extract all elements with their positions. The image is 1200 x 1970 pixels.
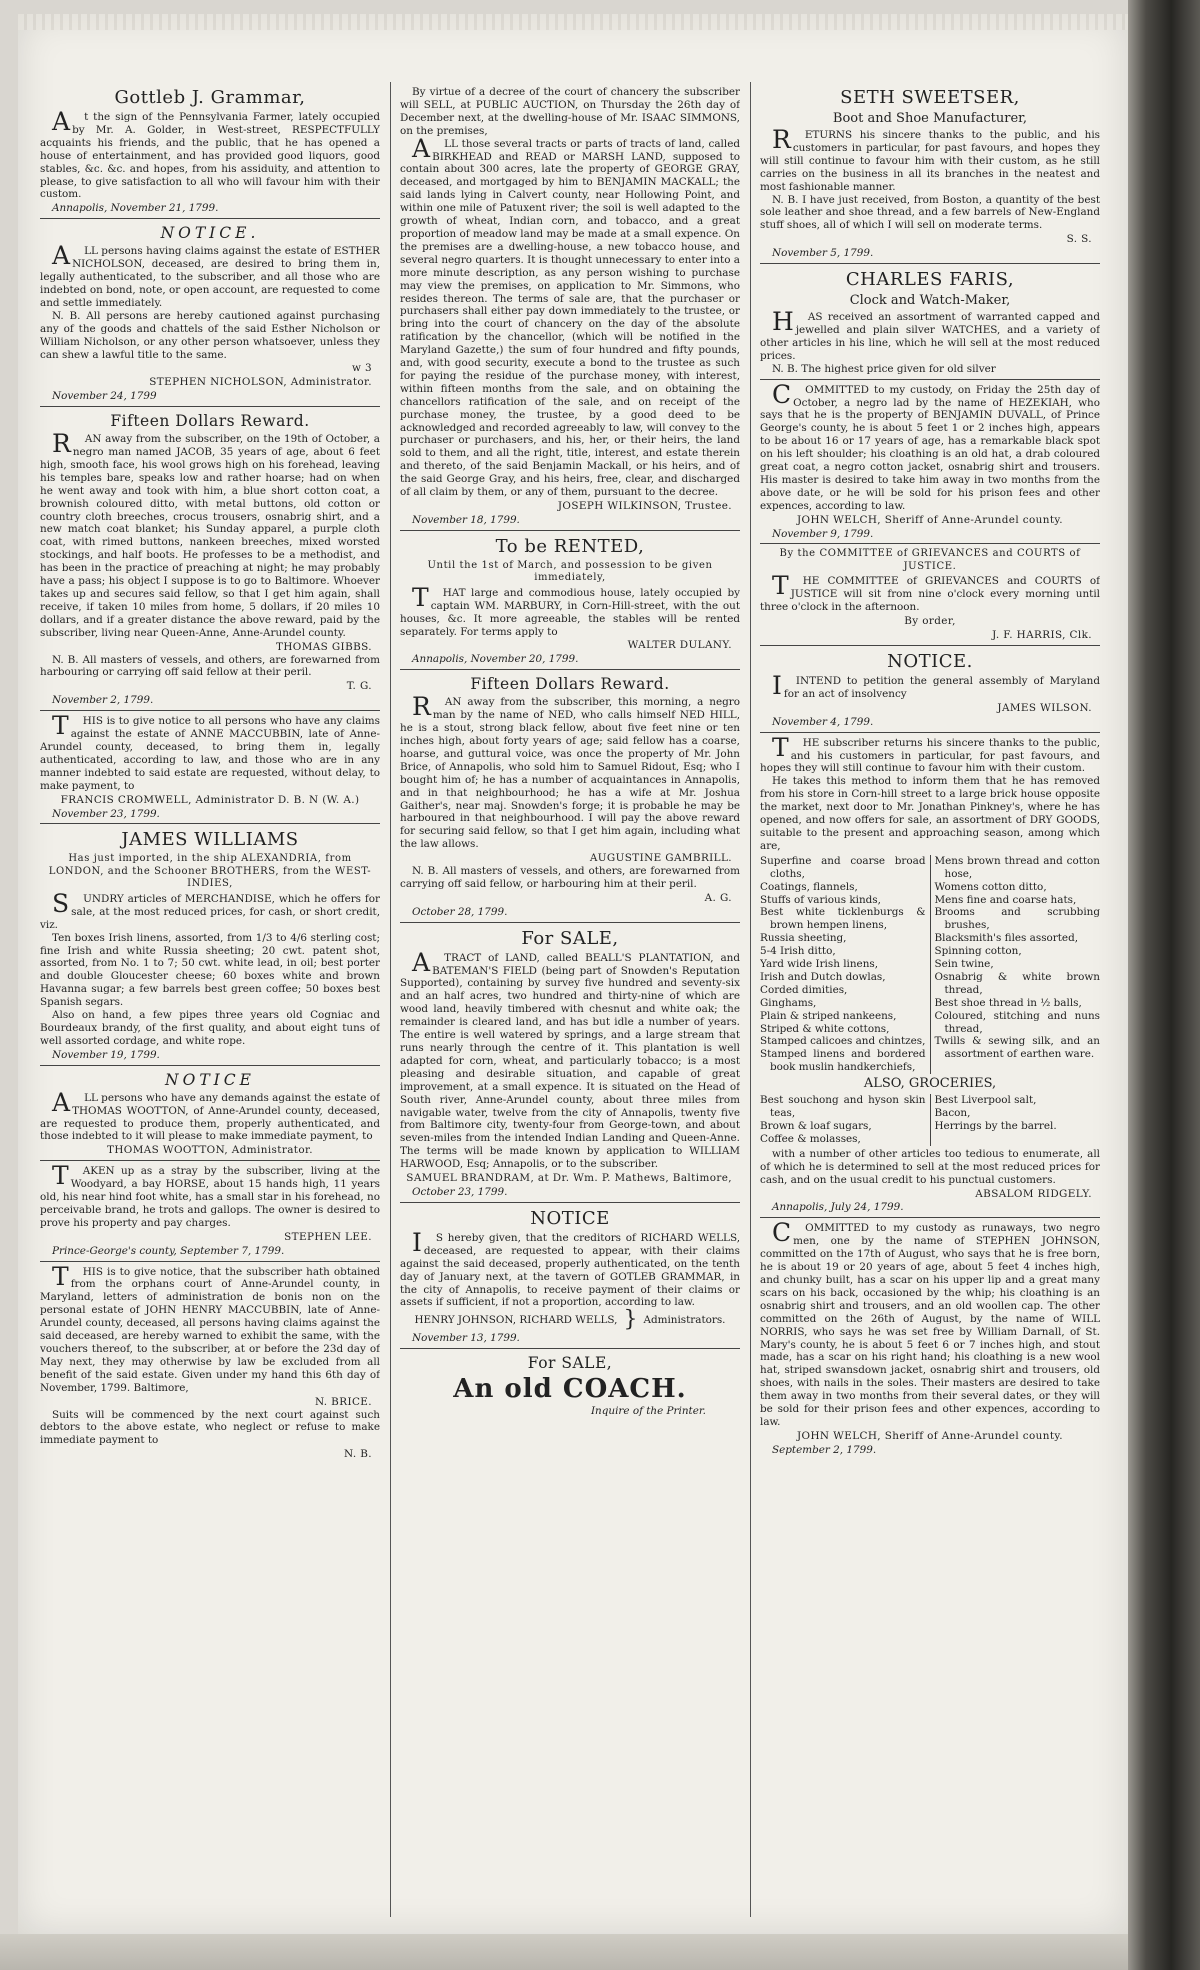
book-binding-edge xyxy=(1128,0,1200,1970)
ad-date: September 2, 1799. xyxy=(772,1443,877,1456)
ad-signature: THOMAS WOOTTON, Administrator. xyxy=(107,1144,313,1157)
list-item: Striped & white cottons, xyxy=(760,1022,890,1035)
ad-title: An old COACH. xyxy=(453,1374,687,1405)
ad-signature: JAMES WILSON. xyxy=(997,701,1092,714)
column-rule xyxy=(390,82,391,1917)
ad-body: THIS is to give notice to all persons who have any claims against the estate of ANNE MACCUBBIN, late of Anne-Arundel county, deceased, to bring them in, legally authenticated, according to law, and those who are in any manner indebted to said estate are requested, without delay, to make payment, to xyxy=(40,711,380,792)
ad-date: November 9, 1799. xyxy=(772,527,874,540)
ad-note: N. B. All masters of vessels, and others, are forewarned from carrying off said fellow, or harbouring him at their peril. xyxy=(400,865,740,890)
ad-signature: SAMUEL BRANDRAM, at Dr. Wm. P. Mathews, Baltimore, xyxy=(406,1172,732,1185)
ad-paragraph: Also on hand, a few pipes three years old Cogniac and Bourdeaux brandy, of the first quality, and about eight tuns of well assorted cordage, and white rope. xyxy=(40,1009,380,1047)
ad-committee-grievances xyxy=(760,543,1100,645)
ad-heading: Fifteen Dollars Reward. xyxy=(470,675,670,694)
ad-date: November 4, 1799. xyxy=(772,715,874,728)
list-divider xyxy=(930,1094,931,1146)
ad-signature: AUGUSTINE GAMBRILL. xyxy=(589,852,732,865)
ad-body: ALL persons who have any demands against the estate of THOMAS WOOTTON, of Anne-Arundel county, deceased, are requested to produce them, properly authenticated, and those indebted to it will please to make immediate payment, to xyxy=(40,1087,380,1143)
ad-note: N. B. All persons are hereby cautioned against purchasing any of the goods and chattels of the said Esther Nicholson or William Nicholson, or any other person whatsoever, unless they can shew a lawful title to the same. xyxy=(40,309,380,361)
ad-gambrill-reward xyxy=(400,669,740,921)
ad-body: ATRACT of LAND, called BEALL'S PLANTATION, and BATEMAN'S FIELD (being part of Snowden's Reputation Supported), containing by survey five hundred and seventy-six and an half acres, two hundred and thirty-nine of which are wood land, heavily timbered with chesnut and white oak; the remainder is cleared land, and has but idle a number of years. The entire is well watered by springs, and a large stream that runs nearly through the centre of it. This plantation is well adapted for corn, wheat, and particularly tobacco; is a most pleasing and desirable situation, and capable of great improvement, at a small expence. It is situated on the Head of South river, Anne-Arundel county, about three miles from navigable water, twelve from the city of Annapolis, twenty five from Baltimore city, twenty-four from George-town, and about seven-miles from the intended Indian Landing and Queen-Anne. The terms will be made known by application to WILLIAM HARWOOD, Esq; Annapolis, or to the subscriber. xyxy=(400,947,740,1171)
ad-date: November 18, 1799. xyxy=(412,513,520,526)
ad-wells-creditors xyxy=(400,1202,740,1348)
ad-body: RETURNS his sincere thanks to the public, and his customers in particular, for past favours, and hopes they will still continue to favour him with their custom, as he still carries on the business in all its branches in the neatest and most fashionable manner. xyxy=(760,125,1100,193)
ad-note: N. B. All masters of vessels, and others, are forewarned from harbouring or carrying off said fellow at their peril. xyxy=(40,653,380,679)
ad-gibbs-reward xyxy=(40,406,380,710)
ad-date: November 19, 1799. xyxy=(52,1048,160,1061)
ad-subheading: By the COMMITTEE of GRIEVANCES and COURTS of JUSTICE. xyxy=(779,548,1081,572)
ad-body: RAN away from the subscriber, this morning, a negro man by the name of NED, who calls himself NED HILL, he is a stout, strong black fellow, about five feet nine or ten inches high, about forty years of age; said fellow has a coarse, hoarse, and guttural voice, was once the property of Mr. John Brice, of Annapolis, who sold him to Samuel Ridout, Esq; who I bought him of; he has a number of acquaintances in Annapolis, and in that neighbourhood; he has a wife at Mr. Joshua Gaither's, near maj. Snowden's forge; it is probable he may be harboured in that neighbourhood. I will pay the above reward for securing said fellow, so that I get him again, including what the law allows. xyxy=(400,692,740,851)
ad-heading: NOTICE xyxy=(530,1207,610,1229)
ad-body: COMMITTED to my custody, on Friday the 25th day of October, a negro lad by the name of HEZEKIAH, who says that he is the property of BENJAMIN DUVALL, of Prince George's county, he is about 5 feet 1 or 2 inches high, appears to be about 16 or 17 years of age, has a remarkable black spot on his left shoulder; his cloathing is an old hat, a drab coloured great coat, a negro cotton jacket, osnabrig shirt and trousers. His master is desired to take him away in two months from the above date, or he will be sold for his prison fees and other expences, according to law. xyxy=(760,379,1100,512)
ad-initials: N. B. xyxy=(344,1448,372,1461)
list-item: Brooms and scrubbing brushes, xyxy=(934,906,1100,932)
ad-signature: N. BRICE. xyxy=(314,1395,372,1408)
goods-list-left xyxy=(760,855,926,1074)
ad-seth-sweetser xyxy=(760,84,1100,263)
ad-heading: NOTICE xyxy=(165,1070,255,1089)
ad-signature: J. F. HARRIS, Clk. xyxy=(992,629,1092,642)
ad-signature: WALTER DULANY. xyxy=(627,639,732,652)
ad-heading: To be RENTED, xyxy=(495,535,645,557)
list-item: Best white ticklenburgs & brown hempen linens, xyxy=(760,906,926,932)
ad-body: At the sign of the Pennsylvania Farmer, lately occupied by Mr. A. Golder, in West-street, RESPECTFULLY acquaints his friends, and the public, that he has opened a house of entertainment, and has provided good liquors, good stables, &c. &c. and hopes, from his assiduity, and attention to please, to give satisfaction to all who will favour him with their custom. xyxy=(40,107,380,201)
ad-nicholson-notice xyxy=(40,218,380,406)
ad-body: THE subscriber returns his sincere thanks to the public, and his customers in particular, for past favours, and hopes they will still continue to favour him with their custom. xyxy=(760,732,1100,775)
ad-heading: NOTICE. xyxy=(887,651,973,672)
ad-signature: JOHN WELCH, Sheriff of Anne-Arundel county. xyxy=(796,513,1064,526)
list-item: Stamped linens and bordered book muslin handkerchiefs, xyxy=(760,1048,926,1074)
ad-body: IS hereby given, that the creditors of RICHARD WELLS, deceased, are requested to appear, with their claims against the said deceased, properly authenticated, on the tenth day of January next, at the tavern of GOTLEB GRAMMAR, in the city of Annapolis, to receive payment of their claims or assets if sufficient, if not a proportion, according to law. xyxy=(400,1227,740,1309)
ad-heading: CHARLES FARIS, xyxy=(845,269,1015,291)
list-item: Coloured, stitching and nuns thread, xyxy=(934,1009,1100,1035)
goods-list xyxy=(760,855,1100,1074)
list-item: Bacon, xyxy=(934,1107,971,1120)
ad-body: TAKEN up as a stray by the subscriber, living at the Woodyard, a bay HORSE, about 15 hands high, 11 years old, his near hind foot white, has a small star in his forehead, no perceivable brand, he trots and gallops. The owner is desired to prove his property and pay charges. xyxy=(40,1161,380,1229)
ad-charles-faris xyxy=(760,263,1100,379)
goods-list-right xyxy=(935,855,1101,1074)
list-item: Spinning cotton, xyxy=(934,945,1022,958)
list-divider xyxy=(930,855,931,1074)
ad-initials: A. G. xyxy=(704,891,732,904)
ad-coach-for-sale xyxy=(400,1348,740,1421)
ad-subheading: Has just imported, in the ship ALEXANDRIA, from LONDON, and the Schooner BROTHERS, from the WEST-INDIES, xyxy=(48,853,372,890)
ad-chancery-auction xyxy=(400,84,740,530)
list-item: Stuffs of various kinds, xyxy=(760,893,881,906)
list-item: Mens brown thread and cotton hose, xyxy=(934,854,1100,880)
ad-date: November 24, 1799 xyxy=(52,390,157,403)
ad-wootton-notice xyxy=(40,1065,380,1161)
ad-heading: For SALE, xyxy=(527,1354,613,1373)
ad-date: November 13, 1799. xyxy=(412,1332,520,1345)
newspaper-page xyxy=(18,14,1128,1934)
ad-initials: T. G. xyxy=(346,680,372,693)
ad-signature: STEPHEN LEE. xyxy=(284,1230,372,1243)
list-item: Twills & sewing silk, and an assortment of earthen ware. xyxy=(934,1035,1100,1061)
list-item: Ginghams, xyxy=(760,996,817,1009)
groceries-list-left xyxy=(760,1094,926,1146)
ad-signature: THOMAS GIBBS. xyxy=(275,640,372,653)
ad-note: Suits will be commenced by the next court against such debtors to the above estate, who neglect or refuse to make immediate payment to xyxy=(40,1408,380,1447)
list-item: Plain & striped nankeens, xyxy=(760,1009,897,1022)
ad-note: N. B. I have just received, from Boston, a quantity of the best sole leather and shoe thread, and a few barrels of New-England stuff shoes, all of which I will sell on moderate terms. xyxy=(760,193,1100,232)
ad-heading: Gottleb J. Grammar, xyxy=(114,87,306,108)
ad-brice-administration xyxy=(40,1261,380,1465)
list-item: Corded dimities, xyxy=(760,983,848,996)
ad-date: Annapolis, November 21, 1799. xyxy=(52,202,219,215)
column-2 xyxy=(400,84,740,1924)
ad-heading: For SALE, xyxy=(521,927,619,949)
column-1 xyxy=(40,84,380,1924)
ad-body: THAT large and commodious house, lately occupied by captain WM. MARBURY, in Corn-Hill-street, with the out houses, &c. It more agreeable, the stables will be rented separately. For terms apply to xyxy=(400,582,740,638)
ad-heading: SETH SWEETSER, xyxy=(840,87,1020,108)
ad-body: THE COMMITTEE of GRIEVANCES and COURTS of JUSTICE will sit from nine o'clock every morning until three o'clock in the afternoon. xyxy=(760,571,1100,614)
ad-date: November 23, 1799. xyxy=(52,807,160,820)
list-item: Herrings by the barrel. xyxy=(934,1120,1057,1132)
groceries-list-right xyxy=(935,1094,1101,1146)
list-item: Womens cotton ditto, xyxy=(934,880,1047,893)
ad-date: Annapolis, July 24, 1799. xyxy=(772,1201,904,1214)
scan-bottom-edge xyxy=(0,1934,1128,1970)
ad-paragraph: Ten boxes Irish linens, assorted, from 1/3 to 4/6 sterling cost; fine Irish and white Russia sheeting; 20 cwt. patent shot, assorted, from No. 1 to 7; 50 cwt. white lead, in oil; best porter and double Gloucester cheese; 60 boxes white and brown Havanna sugar; a few barrels best green coffee; 50 boxes best Spanish segars. xyxy=(40,931,380,1009)
ad-subheading: Boot and Shoe Manufacturer, xyxy=(832,111,1028,126)
ad-initials: S. S. xyxy=(1066,233,1092,246)
list-item: Mens fine and coarse hats, xyxy=(934,893,1077,906)
ad-date: November 2, 1799. xyxy=(52,694,154,707)
list-item: Coatings, flannels, xyxy=(760,880,858,893)
ad-body: RAN away from the subscriber, on the 19th of October, a negro man named JACOB, 35 years of age, about 6 feet high, smooth face, his wool grows high on his forehead, leaving his temples bare, speaks low and rather hoarse; had on when he went away and took with him, a blue short cotton coat, a brownish coloured ditto, with metal buttons, old cotton or country cloth breeches, crocus trousers, osnabrig shirt, and a new match coat blanket; his Sunday apparel, a purple cloth coat, with rimed buttons, nankeen breeches, mixed worsted stockings, and half boots. He professes to be a methodist, and has been in the practice of preaching at night; he may probably have a pass; his object I suppose is to go to Baltimore. Whoever takes up and secures said fellow, so that I get him again, shall receive, if taken 10 miles from home, 5 dollars, if 20 miles 10 dollars, and if a greater distance the above reward, paid by the subscriber, living near Queen-Anne, Anne-Arundel county. xyxy=(40,429,380,639)
ad-signature: JOHN WELCH, Sheriff of Anne-Arundel county. xyxy=(796,1429,1064,1442)
ad-maccubbin-estate xyxy=(40,710,380,823)
ad-grammar-tavern xyxy=(40,84,380,218)
ad-date: Prince-George's county, September 7, 1799. xyxy=(52,1244,285,1257)
ad-body: IINTEND to petition the general assembly of Maryland for an act of insolvency xyxy=(772,671,1100,700)
list-item: Stamped calicoes and chintzes, xyxy=(760,1035,926,1048)
ad-signature: HENRY JOHNSON, RICHARD WELLS, xyxy=(414,1313,618,1326)
list-item: Superfine and coarse broad cloths, xyxy=(760,854,926,880)
groceries-list xyxy=(760,1094,1100,1146)
page-top-edge xyxy=(18,14,1128,30)
ad-signature-block xyxy=(400,1309,740,1331)
ad-date: November 5, 1799. xyxy=(772,247,874,260)
ad-signature: STEPHEN NICHOLSON, Administrator. xyxy=(149,376,372,389)
ad-note: N. B. The highest price given for old silver xyxy=(772,362,996,375)
ad-intro: By virtue of a decree of the court of chancery the subscriber will SELL, at PUBLIC AUCTION, on Thursday the 26th day of December next, at the dwelling-house of Mr. ISAAC SIMMONS, on the premises, xyxy=(400,86,740,137)
ad-subheading: Until the 1st of March, and possession to be given immediately, xyxy=(427,559,713,584)
brace-glyph: } xyxy=(623,1307,638,1333)
ad-mark: w 3 xyxy=(351,362,372,375)
ad-body: ALL those several tracts or parts of tracts of land, called BIRKHEAD and READ or MARSH LAND, supposed to contain about 300 acres, late the property of GEORGE GRAY, deceased, and mortgaged by him to BENJAMIN MACKALL; the said lands lying in Calvert county, near Hollowing Point, and within one mile of Patuxent river; the soil is well adapted to the growth of wheat, Indian corn, and tobacco, and a great proportion of meadow land may be made at a small expence. On the premises are a dwelling-house, a new tobacco house, and several negro quarters. It is thought unnecessary to enter into a more minute description, as any person wishing to purchase may view the premises, on application to Mr. Simmons, who resides thereon. The terms of sale are, that the purchaser or purchasers shall either pay down immediately to the trustee, or bring into the court of chancery on the day of the absolute ratification by the chancellor, (which will be notified in the Maryland Gazette,) the sum of four hundred and fifty pounds, and, with good security, execute a bond to the trustee as such for paying the residue of the purchase money, with interest, within fifteen months from the sale, and on obtaining the chancellors ratification of the sale, and on receipt of the purchase money, the trustee, by a good deed to be acknowledged and recorded agreeably to law, will convey to the purchaser or purchasers, and his, her, or their heirs, the land sold to them, and all the right, title, interest, and estate therein and thereto, of the said Benjamin Mackall, or his heirs, and of the said George Gray, and his heirs, free, clear, and discharged of all claim by them, or any of them, pursuant to the decree. xyxy=(400,133,740,499)
list-item: Blacksmith's files assorted, xyxy=(934,932,1079,945)
ad-body: THIS is to give notice, that the subscriber hath obtained from the orphans court of Anne-Arundel county, in Maryland, letters of administration de bonis non on the personal estate of JOHN HENRY MACCUBBIN, late of Anne-Arundel county, deceased, all persons having claims against the said deceased, are hereby warned to exhibit the same, with the vouchers thereof, to the subscriber, at or before the 23d day of May next, they may otherwise by law be excluded from all benefit of the said estate. Given under my hand this 6th day of November, 1799. Baltimore, xyxy=(40,1261,380,1394)
ad-body: COMMITTED to my custody as runaways, two negro men, one by the name of STEPHEN JOHNSON, committed on the 17th of August, who says that he is free born, he is about 19 or 20 years of age, about 5 feet 4 inches high, and chunky built, has a scar on his upper lip and a great many scars on his back, occasioned by the whip; his cloathing is an osnabrig shirt and trousers, and an old woollen cap. The other committed on the 26th of August, by the name of WILL NORRIS, who says he was set free by William Darnall, of St. Mary's county, he is about 5 feet 6 or 7 inches high, and stout made, has a scar on his right hand; his cloathing is a new wool hat, striped swansdown jacket, osnabrig shirt and trousers, old shoes, with nails in the soles. Their masters are desired to take them away in two months from their several dates, or they will be sold for their prison fees and other expences, according to law. xyxy=(760,1218,1100,1428)
ad-body: ALL persons having claims against the estate of ESTHER NICHOLSON, deceased, are desired to bring them in, legally authenticated, to the subscriber, and all those who are indebted on bond, note, or open account, are requested to come and settle immediately. xyxy=(40,241,380,309)
ad-date: Annapolis, November 20, 1799. xyxy=(412,653,579,666)
list-item: Irish and Dutch dowlas, xyxy=(760,970,886,983)
ad-role: Administrators. xyxy=(643,1313,726,1326)
list-item: 5-4 Irish ditto, xyxy=(760,945,836,958)
ad-james-williams xyxy=(40,823,380,1064)
ad-heading: NOTICE. xyxy=(160,224,260,243)
list-item: Russia sheeting, xyxy=(760,932,847,945)
ad-heading: JAMES WILLIAMS xyxy=(121,829,299,851)
column-rule xyxy=(750,82,751,1917)
ad-subheading: ALSO, GROCERIES, xyxy=(863,1076,997,1092)
column-3 xyxy=(760,84,1100,1924)
ad-signature: JOSEPH WILKINSON, Trustee. xyxy=(557,500,732,512)
ad-committed-runaways xyxy=(760,1217,1100,1459)
list-item: Sein twine, xyxy=(934,958,994,971)
ad-paragraph: He takes this method to inform them that he has removed from his store in Corn-hill street to a large brick house opposite the market, next door to Mr. Jonathan Pinkney's, where he has opened, and now offers for sale, an assortment of DRY GOODS, suitable to the present and approaching season, among which are, xyxy=(760,775,1100,852)
list-item: Best shoe thread in ½ balls, xyxy=(934,996,1082,1009)
ad-heading: Fifteen Dollars Reward. xyxy=(110,412,310,431)
ad-date: October 28, 1799. xyxy=(412,905,508,918)
ad-subtext: By order, xyxy=(904,615,956,628)
list-item: Best souchong and hyson skin teas, xyxy=(760,1094,926,1120)
ad-wilson-notice xyxy=(760,645,1100,732)
ad-paragraph: with a number of other articles too tedious to enumerate, all of which he is determined to sell at the most reduced prices for cash, and on the usual credit to his punctual customers. xyxy=(760,1147,1100,1186)
ad-to-be-rented xyxy=(400,530,740,669)
ad-subheading: Clock and Watch-Maker, xyxy=(849,293,1011,309)
ad-committed-hezekiah xyxy=(760,379,1100,544)
ad-land-for-sale xyxy=(400,922,740,1202)
ad-date: October 23, 1799. xyxy=(412,1185,508,1198)
ad-signature: FRANCIS CROMWELL, Administrator D. B. N (W. A.) xyxy=(60,793,360,806)
ad-subtext: Inquire of the Printer. xyxy=(590,1405,706,1418)
list-item: Brown & loaf sugars, xyxy=(760,1120,872,1132)
ad-body: SUNDRY articles of MERCHANDISE, which he offers for sale, at the most reduced prices, for cash, or short credit, viz. xyxy=(40,888,380,931)
list-item: Coffee & molasses, xyxy=(760,1132,861,1145)
list-item: Yard wide Irish linens, xyxy=(760,958,879,971)
ad-signature: ABSALOM RIDGELY. xyxy=(975,1187,1092,1200)
ad-body: HAS received an assortment of warranted capped and jewelled and plain silver WATCHES, and a variety of other articles in his line, which he will sell at the most reduced prices. xyxy=(760,307,1100,362)
list-item: Osnabrig & white brown thread, xyxy=(934,970,1100,996)
ad-ridgely-dry-goods xyxy=(760,732,1100,1218)
ad-stray-horse xyxy=(40,1160,380,1260)
list-item: Best Liverpool salt, xyxy=(934,1094,1037,1107)
